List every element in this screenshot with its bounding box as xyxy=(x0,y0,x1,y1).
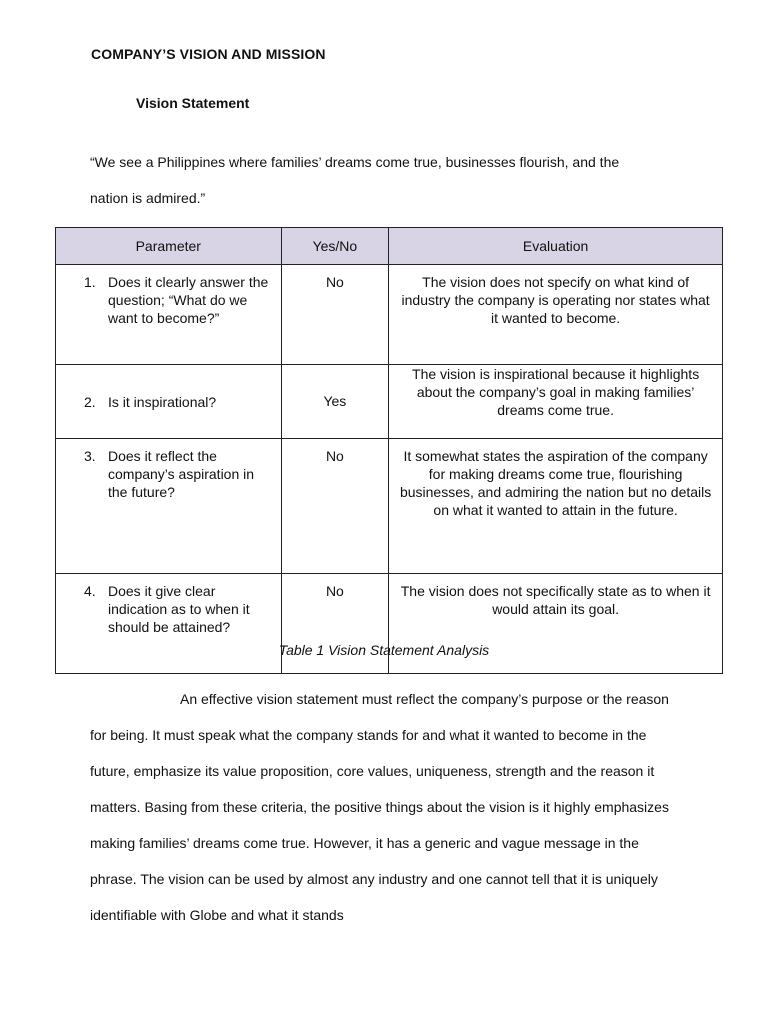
row-number: 2. xyxy=(84,393,96,410)
evaluation-cell: The vision is inspirational because it highlights about the company’s goal in making families’ dreams come true. xyxy=(389,365,723,439)
vision-quote-line-1: “We see a Philippines where families’ dreams come true, businesses flourish, and the xyxy=(90,154,620,170)
parameter-cell xyxy=(56,265,282,365)
yes-no-cell: No xyxy=(281,265,389,365)
vision-analysis-table xyxy=(55,227,723,674)
parameter-question: Does it clearly answer the question; “What do we want to become?” xyxy=(108,274,269,326)
table-row xyxy=(56,574,723,674)
parameter-cell xyxy=(56,574,282,674)
parameter-cell xyxy=(56,439,282,574)
vision-quote-line-2: nation is admired.” xyxy=(90,190,206,206)
yes-no-cell: No xyxy=(281,574,389,674)
row-number: 4. xyxy=(84,583,96,599)
table-row xyxy=(56,265,723,365)
parameter-question: Does it reflect the company’s aspiration in the future? xyxy=(108,448,255,500)
parameter-question: Is it inspirational? xyxy=(108,393,217,410)
body-paragraph-block xyxy=(90,681,680,933)
evaluation-cell: It somewhat states the aspiration of the company for making dreams come true, flourishing businesses, and admiring the nation but no details on what it wanted to attain in the future. xyxy=(389,439,723,574)
parameter-question: Does it give clear indication as to when it should be attained? xyxy=(108,583,250,635)
table-row xyxy=(56,365,723,439)
row-number: 1. xyxy=(84,274,96,290)
table-header-row xyxy=(56,228,723,265)
yes-no-cell: Yes xyxy=(281,365,389,439)
parameter-cell xyxy=(56,365,282,439)
header-parameter: Parameter xyxy=(56,228,282,265)
vision-quote xyxy=(90,144,710,216)
body-paragraph: An effective vision statement must reflect the company’s purpose or the reason for being. It must speak what the company stands for and what it wanted to become in the future, emphasize its value proposition, core values, uniqueness, strength and the reason it matters. Basing from these criteria, the positive things about the vision is it highly emphasizes making families’ dreams come true. However, it has a generic and vague message in the phrase. The vision can be used by almost any industry and one cannot tell that it is uniquely identifiable with Globe and what it stands xyxy=(90,691,669,923)
table-caption: Table 1 Vision Statement Analysis xyxy=(278,642,490,658)
evaluation-cell: The vision does not specifically state as to when it would attain its goal. xyxy=(389,574,723,674)
row-number: 3. xyxy=(84,448,96,464)
table-row xyxy=(56,439,723,574)
document-heading: COMPANY’S VISION AND MISSION xyxy=(91,46,326,62)
header-evaluation: Evaluation xyxy=(389,228,723,265)
yes-no-cell: No xyxy=(281,439,389,574)
evaluation-cell: The vision does not specify on what kind of industry the company is operating nor states what it wanted to become. xyxy=(389,265,723,365)
header-yes-no: Yes/No xyxy=(281,228,389,265)
section-subheading: Vision Statement xyxy=(136,95,250,111)
